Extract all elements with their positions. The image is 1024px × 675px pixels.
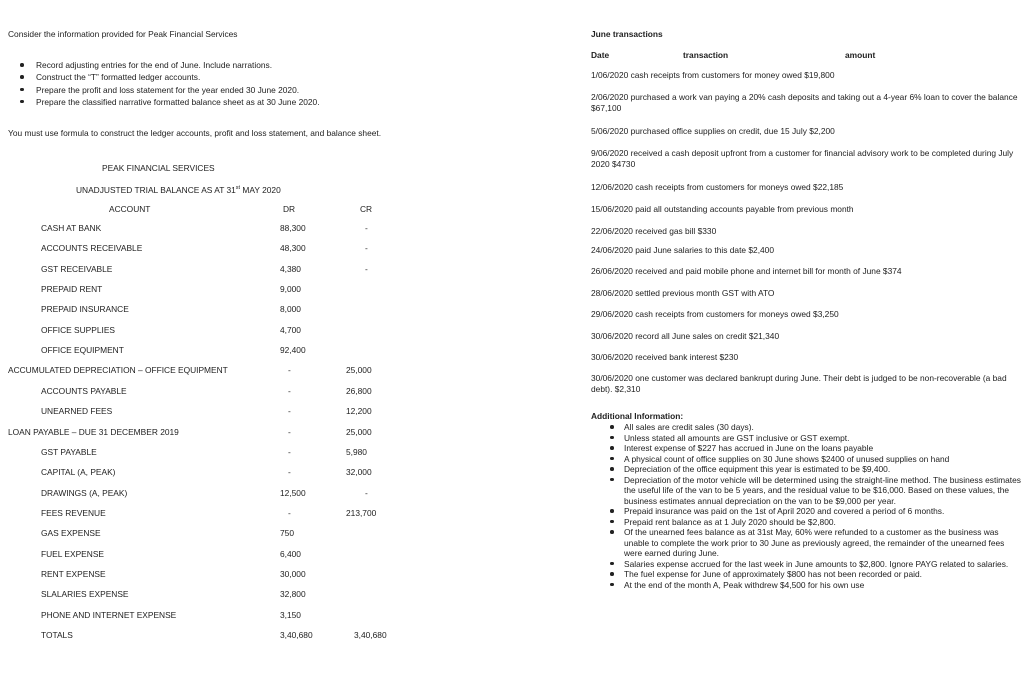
- account-cell: TOTALS: [41, 630, 73, 640]
- cr-cell: 32,000: [346, 467, 372, 478]
- cr-cell: 3,40,680: [354, 630, 387, 640]
- account-cell: CAPITAL (A, PEAK): [41, 467, 116, 478]
- dr-cell: 12,500: [280, 487, 306, 498]
- info-item: Of the unearned fees balance as at 31st May, 60% were refunded to a customer as the business was unable to complete the work prior to 30 June as previously agreed, the remainder of the unearned fees were earned during June.: [591, 527, 1021, 559]
- table-row: [0, 365, 520, 377]
- transaction-item: 22/06/2020 received gas bill $330: [591, 226, 717, 236]
- info-item: Prepaid insurance was paid on the 1st of April 2020 and covered a period of 6 months.: [591, 506, 1021, 517]
- account-cell: DRAWINGS (A, PEAK): [41, 487, 128, 498]
- task-item: Record adjusting entries for the end of June. Include narrations.: [8, 60, 320, 72]
- dr-cell: 48,300: [280, 243, 306, 254]
- info-item: At the end of the month A, Peak withdrew $4,500 for his own use: [591, 580, 1021, 591]
- dr-cell: -: [288, 467, 291, 478]
- task-item: Prepare the profit and loss statement for the year ended 30 June 2020.: [8, 85, 320, 97]
- account-cell: OFFICE EQUIPMENT: [41, 345, 124, 356]
- account-cell: PHONE AND INTERNET EXPENSE: [41, 609, 177, 620]
- trial-balance-title: UNADJUSTED TRIAL BALANCE AS AT 31st MAY 2020: [76, 185, 281, 195]
- table-row: [0, 488, 520, 500]
- date-header: Date: [591, 50, 610, 60]
- info-item: Interest expense of $227 has accrued in June on the loans payable: [591, 443, 1021, 454]
- dr-cell: -: [288, 365, 291, 376]
- table-row: [0, 549, 520, 561]
- cr-cell: 26,800: [346, 385, 372, 396]
- amount-header: amount: [845, 50, 876, 60]
- table-row: [0, 447, 520, 459]
- transaction-item: 29/06/2020 cash receipts from customers for moneys owed $3,250: [591, 309, 839, 319]
- account-cell: FEES REVENUE: [41, 507, 106, 518]
- account-cell: GST RECEIVABLE: [41, 263, 113, 274]
- info-item: All sales are credit sales (30 days).: [591, 422, 1021, 433]
- account-cell: ACCUMULATED DEPRECIATION – OFFICE EQUIPMENT: [8, 365, 228, 376]
- table-row: [0, 264, 520, 276]
- transaction-item: 2/06/2020 purchased a work van paying a 20% cash deposits and taking out a 4-year 6% loan to cover the balance $67,100: [591, 92, 1018, 113]
- cr-cell: -: [365, 223, 368, 233]
- transaction-item: 30/06/2020 record all June sales on credit $21,340: [591, 331, 780, 341]
- cr-cell: 213,700: [346, 507, 377, 518]
- info-item: A physical count of office supplies on 30 June shows $2400 of unused supplies on hand: [591, 454, 1021, 465]
- account-cell: FUEL EXPENSE: [41, 548, 104, 559]
- dr-cell: 9,000: [280, 284, 301, 295]
- june-transactions-title: June transactions: [591, 29, 663, 39]
- info-item: Depreciation of the motor vehicle will be determined using the straight-line method. The business estimates the useful life of the van to be 5 years, and the residual value to be $16,000. Based on these values, the business estimates annual depreciation on the van to be $9,000 per year.: [591, 475, 1021, 507]
- dr-cell: -: [288, 446, 291, 457]
- dr-cell: 8,000: [280, 304, 301, 315]
- cr-cell: -: [365, 487, 368, 498]
- account-cell: GAS EXPENSE: [41, 528, 101, 539]
- dr-cell: 750: [280, 528, 294, 539]
- table-row: [0, 345, 520, 357]
- dr-cell: 4,700: [280, 324, 301, 335]
- transaction-item: 30/06/2020 one customer was declared bankrupt during June. Their debt is judged to be non-recoverable (a bad debt). $2,310: [591, 373, 1007, 394]
- info-item: The fuel expense for June of approximately $800 has not been recorded or paid.: [591, 569, 1021, 580]
- company-name: PEAK FINANCIAL SERVICES: [102, 163, 215, 173]
- table-row: [0, 467, 520, 479]
- info-item: Depreciation of the office equipment this year is estimated to be $9,400.: [591, 464, 1021, 475]
- transaction-item: 12/06/2020 cash receipts from customers for moneys owed $22,185: [591, 182, 844, 192]
- intro-text: Consider the information provided for Peak Financial Services: [8, 29, 238, 39]
- transaction-item: 1/06/2020 cash receipts from customers for money owed $19,800: [591, 70, 835, 80]
- transaction-header: transaction: [683, 50, 729, 60]
- dr-cell: 30,000: [280, 568, 306, 579]
- account-cell: RENT EXPENSE: [41, 568, 106, 579]
- account-cell: OFFICE SUPPLIES: [41, 324, 115, 335]
- transaction-item: 9/06/2020 received a cash deposit upfront from a customer for financial advisory work to be completed during July 2020 $4730: [591, 148, 1014, 169]
- table-header: [0, 204, 520, 216]
- table-row: [0, 325, 520, 337]
- table-row: [0, 284, 520, 296]
- dr-cell: -: [288, 507, 291, 518]
- dr-cell: -: [288, 385, 291, 396]
- info-item: Unless stated all amounts are GST inclusive or GST exempt.: [591, 433, 1021, 444]
- info-item: Prepaid rent balance as at 1 July 2020 should be $2,800.: [591, 517, 1021, 528]
- formula-note: You must use formula to construct the ledger accounts, profit and loss statement, and balance sheet.: [8, 128, 382, 138]
- additional-info-title: Additional Information:: [591, 411, 684, 421]
- account-cell: CASH AT BANK: [41, 223, 102, 233]
- transaction-item: 28/06/2020 settled previous month GST with ATO: [591, 288, 775, 298]
- dr-cell: 3,40,680: [280, 630, 313, 640]
- cr-header: CR: [360, 204, 373, 214]
- info-item: Salaries expense accrued for the last week in June amounts to $2,800. Ignore PAYG related to salaries.: [591, 559, 1021, 570]
- account-cell: ACCOUNTS RECEIVABLE: [41, 243, 143, 254]
- table-row: [0, 569, 520, 581]
- cr-cell: -: [365, 243, 368, 254]
- additional-info-list: [591, 422, 1021, 590]
- account-cell: ACCOUNTS PAYABLE: [41, 385, 127, 396]
- task-item: Prepare the classified narrative formatted balance sheet as at 30 June 2020.: [8, 97, 320, 109]
- dr-cell: 4,380: [280, 263, 301, 274]
- account-cell: UNEARNED FEES: [41, 406, 113, 417]
- table-row: [0, 223, 520, 235]
- table-row: [0, 243, 520, 255]
- table-row: [0, 508, 520, 520]
- account-cell: PREPAID RENT: [41, 284, 103, 295]
- dr-cell: 88,300: [280, 223, 306, 233]
- table-row: [0, 630, 520, 642]
- table-row: [0, 427, 520, 439]
- transaction-item: 24/06/2020 paid June salaries to this date $2,400: [591, 245, 774, 255]
- cr-cell: 12,200: [346, 406, 372, 417]
- account-cell: SLALARIES EXPENSE: [41, 589, 129, 600]
- dr-cell: -: [288, 406, 291, 417]
- task-item: Construct the “T” formatted ledger accounts.: [8, 72, 320, 84]
- account-cell: PREPAID INSURANCE: [41, 304, 129, 315]
- table-row: [0, 406, 520, 418]
- table-row: [0, 589, 520, 601]
- account-cell: LOAN PAYABLE – DUE 31 DECEMBER 2019: [8, 426, 179, 437]
- dr-cell: 3,150: [280, 609, 301, 620]
- table-row: [0, 610, 520, 622]
- task-list: [8, 60, 320, 109]
- table-row: [0, 528, 520, 540]
- transaction-item: 30/06/2020 received bank interest $230: [591, 352, 739, 362]
- dr-cell: 6,400: [280, 548, 301, 559]
- dr-cell: 92,400: [280, 345, 306, 356]
- account-header: ACCOUNT: [109, 204, 151, 214]
- account-cell: GST PAYABLE: [41, 446, 97, 457]
- cr-cell: 25,000: [346, 426, 372, 437]
- table-row: [0, 304, 520, 316]
- cr-cell: -: [365, 263, 368, 274]
- cr-cell: 25,000: [346, 365, 372, 376]
- dr-header: DR: [283, 204, 296, 214]
- dr-cell: -: [288, 426, 291, 437]
- table-row: [0, 386, 520, 398]
- transaction-item: 15/06/2020 paid all outstanding accounts payable from previous month: [591, 204, 854, 214]
- cr-cell: 5,980: [346, 446, 367, 457]
- dr-cell: 32,800: [280, 589, 306, 600]
- transaction-item: 5/06/2020 purchased office supplies on credit, due 15 July $2,200: [591, 126, 835, 136]
- transaction-item: 26/06/2020 received and paid mobile phone and internet bill for month of June $374: [591, 266, 902, 276]
